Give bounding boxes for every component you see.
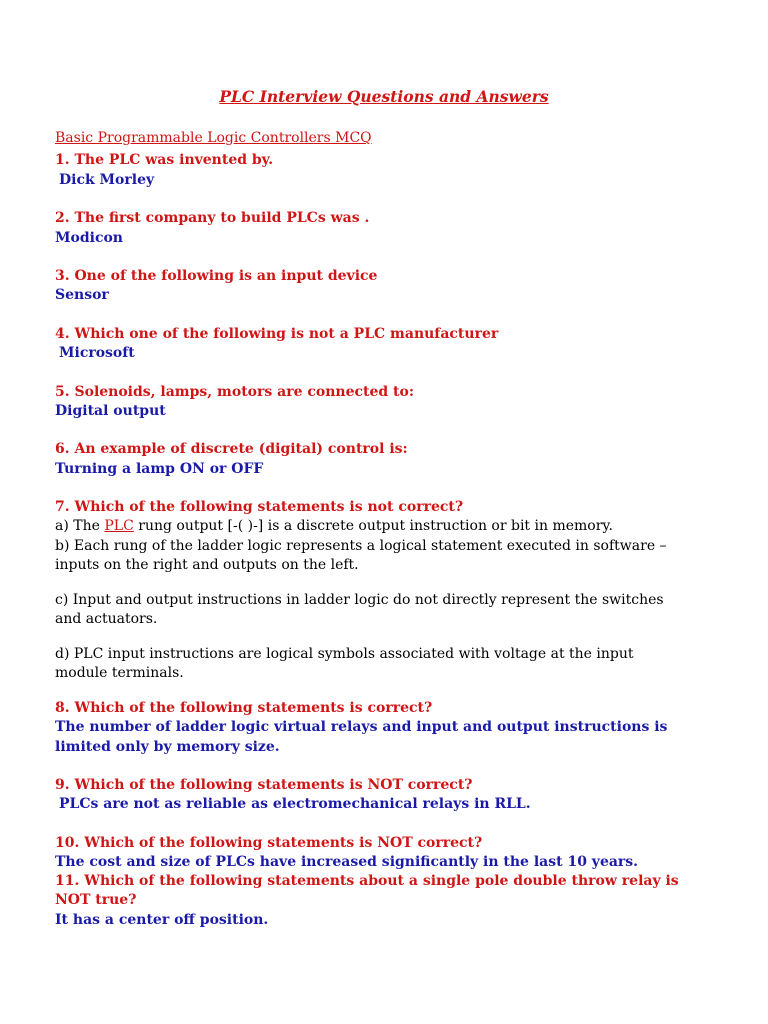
question-11-line-2: NOT true? [55, 892, 137, 908]
option-a-prefix: a) The [55, 518, 105, 534]
question-10: 10. Which of the following statements is NOT correct? [55, 835, 483, 851]
question-11-line-1: 11. Which of the following statements about a single pole double throw relay is [55, 873, 679, 889]
option-c-line-1: c) Input and output instructions in ladder logic do not directly represent the switches [55, 592, 664, 608]
option-b-line-1: b) Each rung of the ladder logic represents a logical statement executed in software – [55, 538, 667, 554]
answer-11: It has a center off position. [55, 912, 269, 928]
question-7: 7. Which of the following statements is not correct? [55, 499, 464, 515]
answer-6: Turning a lamp ON or OFF [55, 461, 264, 477]
question-6: 6. An example of discrete (digital) control is: [55, 441, 408, 457]
option-b-line-2: inputs on the right and outputs on the left. [55, 557, 359, 573]
question-5: 5. Solenoids, lamps, motors are connected to: [55, 384, 415, 400]
plc-link[interactable]: PLC [104, 518, 134, 534]
answer-10: The cost and size of PLCs have increased significantly in the last 10 years. [55, 854, 639, 870]
option-d-line-1: d) PLC input instructions are logical symbols associated with voltage at the input [55, 646, 634, 662]
option-a-suffix: rung output [-( )-] is a discrete output instruction or bit in memory. [133, 518, 613, 534]
answer-5: Digital output [55, 403, 166, 419]
question-3: 3. One of the following is an input device [55, 268, 378, 284]
answer-8-line-2: limited only by memory size. [55, 739, 280, 755]
option-c-line-2: and actuators. [55, 611, 158, 627]
answer-2: Modicon [55, 230, 123, 246]
answer-1: Dick Morley [59, 172, 155, 188]
answer-9: PLCs are not as reliable as electromechanical relays in RLL. [59, 796, 531, 812]
document-subtitle: Basic Programmable Logic Controllers MCQ [55, 130, 372, 146]
option-d-line-2: module terminals. [55, 665, 184, 681]
answer-8-line-1: The number of ladder logic virtual relays and input and output instructions is [55, 719, 668, 735]
question-9: 9. Which of the following statements is NOT correct? [55, 777, 473, 793]
document-title: PLC Interview Questions and Answers [219, 87, 549, 106]
question-2: 2. The first company to build PLCs was . [55, 210, 370, 226]
question-4: 4. Which one of the following is not a PLC manufacturer [55, 326, 499, 342]
option-a [55, 517, 613, 536]
question-8: 8. Which of the following statements is correct? [55, 700, 433, 716]
answer-4: Microsoft [59, 345, 135, 361]
question-1: 1. The PLC was invented by. [55, 152, 274, 168]
answer-3: Sensor [55, 287, 109, 303]
